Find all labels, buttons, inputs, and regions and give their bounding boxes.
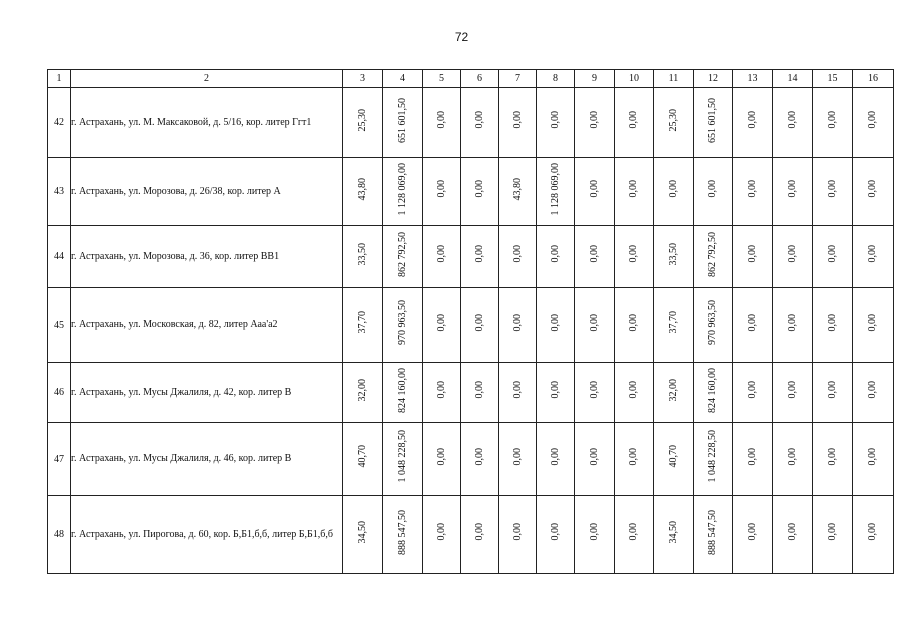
value-text: 0,00 — [786, 111, 798, 129]
table-body — [48, 88, 894, 574]
value-text: 0,00 — [746, 111, 758, 129]
value-text: 43,80 — [356, 177, 368, 201]
column-header-5: 5 — [423, 70, 461, 88]
address-cell: г. Астрахань, ул. Московская, д. 82, литер Ааа'а2 — [71, 288, 343, 363]
value-cell — [383, 363, 423, 423]
value-cell — [423, 363, 461, 423]
value-cell — [853, 423, 894, 496]
value-cell — [654, 363, 694, 423]
value-cell — [694, 496, 733, 574]
column-header-13: 13 — [733, 70, 773, 88]
value-text: 970 963,50 — [396, 300, 408, 345]
value-cell — [537, 88, 575, 158]
value-text: 0,00 — [435, 111, 447, 129]
value-cell — [733, 423, 773, 496]
value-text: 0,00 — [628, 245, 639, 263]
value-text: 1 128 069,00 — [396, 162, 408, 216]
value-cell — [499, 288, 537, 363]
value-text: 0,00 — [826, 180, 838, 198]
value-cell — [537, 423, 575, 496]
value-cell — [773, 423, 813, 496]
value-cell — [343, 363, 383, 423]
value-cell — [654, 288, 694, 363]
value-cell — [575, 423, 615, 496]
table-row — [48, 88, 894, 158]
table-row — [48, 226, 894, 288]
value-text: 888 547,50 — [707, 509, 718, 555]
value-cell — [461, 158, 499, 226]
value-cell — [654, 226, 694, 288]
value-text: 0,00 — [867, 180, 878, 198]
value-text: 0,00 — [588, 381, 600, 399]
value-text: 0,00 — [511, 245, 523, 263]
value-text: 0,00 — [473, 523, 485, 541]
header-row — [48, 70, 894, 88]
value-text: 0,00 — [473, 111, 485, 129]
value-cell — [383, 496, 423, 574]
value-cell — [853, 226, 894, 288]
row-number: 45 — [48, 288, 71, 363]
row-number: 47 — [48, 423, 71, 496]
value-text: 0,00 — [435, 313, 447, 332]
value-cell — [343, 158, 383, 226]
value-cell — [813, 226, 853, 288]
value-cell — [461, 423, 499, 496]
value-cell — [575, 226, 615, 288]
value-text: 0,00 — [473, 381, 485, 399]
column-header-2: 2 — [71, 70, 343, 88]
value-text: 0,00 — [867, 245, 878, 263]
value-cell — [575, 288, 615, 363]
value-cell — [773, 288, 813, 363]
value-text: 1 048 228,50 — [707, 430, 718, 483]
value-cell — [575, 88, 615, 158]
value-text: 0,00 — [549, 313, 561, 332]
value-text: 824 160,00 — [396, 367, 408, 413]
address-cell: г. Астрахань, ул. Мусы Джалиля, д. 42, кор. литер В — [71, 363, 343, 423]
value-cell — [694, 158, 733, 226]
value-cell — [733, 363, 773, 423]
column-header-6: 6 — [461, 70, 499, 88]
value-text: 0,00 — [473, 245, 485, 263]
page-number: 72 — [454, 30, 469, 44]
value-text: 34,50 — [356, 520, 368, 544]
value-cell — [813, 88, 853, 158]
value-text: 40,70 — [667, 445, 679, 468]
value-text: 0,00 — [786, 245, 798, 263]
value-cell — [773, 158, 813, 226]
column-header-12: 12 — [694, 70, 733, 88]
value-text: 33,50 — [667, 242, 679, 266]
value-text: 862 792,50 — [707, 231, 718, 277]
value-cell — [499, 158, 537, 226]
value-cell — [654, 423, 694, 496]
value-text: 0,00 — [786, 523, 798, 541]
value-text: 25,30 — [667, 108, 679, 132]
value-cell — [499, 363, 537, 423]
table-row — [48, 423, 894, 496]
value-text: 0,00 — [588, 180, 600, 198]
value-text: 0,00 — [746, 447, 758, 466]
value-text: 25,30 — [356, 108, 368, 132]
value-cell — [694, 423, 733, 496]
value-cell — [694, 226, 733, 288]
value-text: 0,00 — [867, 447, 878, 466]
table-row — [48, 288, 894, 363]
value-text: 0,00 — [786, 313, 798, 332]
value-text: 0,00 — [786, 180, 798, 198]
value-text: 37,70 — [667, 311, 679, 334]
value-text: 0,00 — [628, 180, 639, 198]
value-cell — [461, 88, 499, 158]
value-cell — [537, 226, 575, 288]
column-header-8: 8 — [537, 70, 575, 88]
value-cell — [694, 88, 733, 158]
value-text: 40,70 — [356, 445, 368, 468]
value-cell — [654, 496, 694, 574]
column-header-14: 14 — [773, 70, 813, 88]
value-text: 0,00 — [867, 381, 878, 399]
value-text: 651 601,50 — [707, 97, 718, 143]
value-cell — [615, 88, 654, 158]
value-text: 824 160,00 — [707, 367, 718, 413]
value-text: 0,00 — [826, 447, 838, 466]
value-text: 0,00 — [435, 245, 447, 263]
value-cell — [423, 288, 461, 363]
value-cell — [813, 288, 853, 363]
value-text: 0,00 — [588, 313, 600, 332]
value-cell — [461, 226, 499, 288]
value-text: 0,00 — [473, 313, 485, 332]
value-cell — [383, 88, 423, 158]
value-text: 0,00 — [588, 245, 600, 263]
value-text: 0,00 — [549, 111, 561, 129]
value-cell — [383, 158, 423, 226]
value-cell — [853, 363, 894, 423]
value-text: 0,00 — [786, 381, 798, 399]
value-text: 34,50 — [667, 520, 679, 544]
value-cell — [853, 88, 894, 158]
column-header-10: 10 — [615, 70, 654, 88]
value-text: 0,00 — [435, 180, 447, 198]
column-header-7: 7 — [499, 70, 537, 88]
value-cell — [499, 423, 537, 496]
value-text: 0,00 — [826, 313, 838, 332]
value-text: 0,00 — [746, 523, 758, 541]
value-text: 37,70 — [356, 311, 368, 334]
value-cell — [575, 363, 615, 423]
value-cell — [461, 496, 499, 574]
value-cell — [615, 423, 654, 496]
value-cell — [733, 226, 773, 288]
value-cell — [853, 158, 894, 226]
value-text: 0,00 — [628, 447, 639, 466]
value-text: 862 792,50 — [396, 231, 408, 277]
value-text: 0,00 — [867, 523, 878, 541]
value-cell — [575, 496, 615, 574]
value-text: 0,00 — [867, 111, 878, 129]
value-cell — [615, 226, 654, 288]
column-header-16: 16 — [853, 70, 894, 88]
value-text: 0,00 — [511, 447, 523, 466]
value-text: 0,00 — [549, 245, 561, 263]
value-cell — [615, 496, 654, 574]
value-cell — [423, 88, 461, 158]
value-cell — [813, 423, 853, 496]
value-cell — [733, 88, 773, 158]
value-text: 0,00 — [707, 180, 718, 198]
value-cell — [733, 158, 773, 226]
value-text: 651 601,50 — [396, 97, 408, 143]
value-cell — [343, 496, 383, 574]
value-cell — [853, 288, 894, 363]
value-cell — [499, 496, 537, 574]
table-row — [48, 363, 894, 423]
value-text: 0,00 — [473, 447, 485, 466]
value-text: 32,00 — [356, 378, 368, 402]
value-text: 0,00 — [628, 313, 639, 332]
value-cell — [461, 363, 499, 423]
value-text: 0,00 — [549, 381, 561, 399]
value-cell — [773, 88, 813, 158]
value-cell — [343, 88, 383, 158]
table-row — [48, 158, 894, 226]
value-text: 0,00 — [826, 111, 838, 129]
value-cell — [423, 423, 461, 496]
value-text: 0,00 — [746, 180, 758, 198]
value-text: 33,50 — [356, 242, 368, 266]
value-text: 970 963,50 — [707, 300, 718, 345]
row-number: 46 — [48, 363, 71, 423]
value-text: 0,00 — [628, 523, 639, 541]
data-table — [47, 69, 894, 574]
value-cell — [575, 158, 615, 226]
row-number: 44 — [48, 226, 71, 288]
value-text: 0,00 — [435, 447, 447, 466]
value-cell — [615, 363, 654, 423]
value-cell — [537, 363, 575, 423]
value-cell — [537, 288, 575, 363]
value-cell — [423, 158, 461, 226]
value-text: 0,00 — [588, 111, 600, 129]
value-text: 0,00 — [588, 523, 600, 541]
value-text: 0,00 — [746, 245, 758, 263]
table-row — [48, 496, 894, 574]
value-text: 0,00 — [588, 447, 600, 466]
value-text: 0,00 — [826, 523, 838, 541]
value-text: 0,00 — [667, 180, 679, 198]
value-cell — [853, 496, 894, 574]
value-text: 0,00 — [549, 523, 561, 541]
address-cell: г. Астрахань, ул. Морозова, д. 26/38, кор. литер А — [71, 158, 343, 226]
value-text: 43,80 — [511, 177, 523, 201]
value-text: 1 128 069,00 — [549, 162, 561, 216]
value-cell — [654, 158, 694, 226]
value-cell — [773, 496, 813, 574]
address-cell: г. Астрахань, ул. М. Максаковой, д. 5/16, кор. литер Ггт1 — [71, 88, 343, 158]
value-cell — [423, 226, 461, 288]
value-text: 0,00 — [746, 381, 758, 399]
address-cell: г. Астрахань, ул. Мусы Джалиля, д. 46, кор. литер В — [71, 423, 343, 496]
value-cell — [654, 88, 694, 158]
value-text: 1 048 228,50 — [396, 430, 408, 483]
value-text: 0,00 — [511, 111, 523, 129]
value-cell — [383, 288, 423, 363]
value-cell — [343, 226, 383, 288]
value-cell — [813, 363, 853, 423]
value-text: 0,00 — [628, 111, 639, 129]
value-cell — [694, 288, 733, 363]
column-header-15: 15 — [813, 70, 853, 88]
value-text: 0,00 — [746, 313, 758, 332]
row-number: 42 — [48, 88, 71, 158]
value-cell — [499, 226, 537, 288]
value-text: 0,00 — [511, 523, 523, 541]
row-number: 48 — [48, 496, 71, 574]
value-cell — [423, 496, 461, 574]
value-text: 0,00 — [786, 447, 798, 466]
column-header-4: 4 — [383, 70, 423, 88]
value-text: 0,00 — [826, 381, 838, 399]
value-cell — [733, 496, 773, 574]
value-cell — [461, 288, 499, 363]
address-cell: г. Астрахань, ул. Морозова, д. 36, кор. литер ВВ1 — [71, 226, 343, 288]
value-cell — [499, 88, 537, 158]
value-cell — [383, 226, 423, 288]
value-text: 888 547,50 — [396, 509, 408, 555]
value-text: 0,00 — [435, 381, 447, 399]
value-text: 0,00 — [511, 381, 523, 399]
address-cell: г. Астрахань, ул. Пирогова, д. 60, кор. Б,Б1,б,б, литер Б,Б1,б,б — [71, 496, 343, 574]
value-cell — [343, 288, 383, 363]
value-text: 0,00 — [628, 381, 639, 399]
value-cell — [615, 158, 654, 226]
value-text: 0,00 — [549, 447, 561, 466]
value-text: 0,00 — [473, 180, 485, 198]
column-header-1: 1 — [48, 70, 71, 88]
value-cell — [813, 496, 853, 574]
value-text: 0,00 — [867, 313, 878, 332]
value-text: 0,00 — [435, 523, 447, 541]
value-cell — [694, 363, 733, 423]
row-number: 43 — [48, 158, 71, 226]
value-cell — [615, 288, 654, 363]
value-cell — [537, 496, 575, 574]
value-text: 0,00 — [511, 313, 523, 332]
value-cell — [813, 158, 853, 226]
value-text: 32,00 — [667, 378, 679, 402]
value-cell — [537, 158, 575, 226]
value-text: 0,00 — [826, 245, 838, 263]
column-header-11: 11 — [654, 70, 694, 88]
value-cell — [773, 226, 813, 288]
column-header-3: 3 — [343, 70, 383, 88]
value-cell — [733, 288, 773, 363]
value-cell — [773, 363, 813, 423]
column-header-9: 9 — [575, 70, 615, 88]
value-cell — [383, 423, 423, 496]
value-cell — [343, 423, 383, 496]
